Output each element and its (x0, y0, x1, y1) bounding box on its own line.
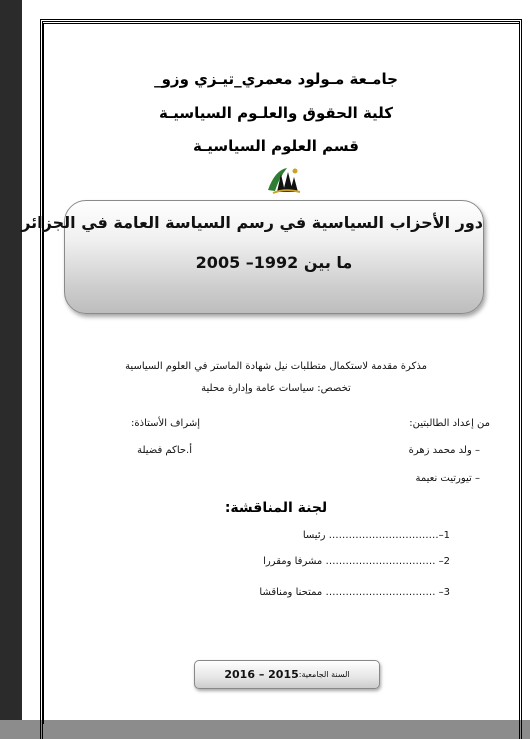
committee-dots: …………………………… (325, 556, 436, 567)
committee-number: 3– (438, 587, 450, 598)
student-name-2: – تيورتيت نعيمة (415, 473, 480, 484)
committee-role: مشرفا ومقررا (263, 556, 323, 567)
university-name: جامـعة مـولود معمري_تيـزي وزو_ (154, 70, 398, 88)
supervisor-name: أ.حاكم فضيلة (137, 445, 192, 456)
memo-description: مذكرة مقدمة لاستكمال متطلبات نيل شهادة الماستر في العلوم السياسية (125, 361, 427, 372)
committee-number: 2– (438, 556, 450, 567)
committee-dots: …………………………… (328, 530, 439, 541)
thesis-title-box (21, 200, 484, 314)
committee-role: ممتحنا ومناقشا (259, 587, 323, 598)
thesis-title-line1: دور الأحزاب السياسية في رسم السياسة العامة في الجزائر (21, 213, 483, 232)
window-left-edge (0, 0, 22, 720)
supervisor-label: إشراف الأستاذة: (131, 418, 200, 429)
committee-member-1 (303, 530, 450, 541)
document-page (22, 0, 530, 720)
committee-dots: …………………………… (325, 587, 436, 598)
student-name-1: – ولد محمد زهرة (408, 445, 480, 456)
students-label: من إعداد الطالبتين: (409, 418, 490, 429)
committee-number: 1– (438, 530, 450, 541)
committee-role: رئيسا (302, 530, 326, 541)
department-name: قسم العلوم السياسيـة (193, 137, 359, 155)
university-logo-icon (265, 164, 303, 196)
thesis-title-line2: ما بين 1992– 2005 (195, 253, 353, 272)
academic-year-box (194, 660, 380, 689)
committee-title: لجنة المناقشة: (224, 500, 328, 516)
faculty-name: كلية الحقوق والعلـوم السياسيـة (158, 104, 394, 122)
memo-specialization: تخصص: سياسات عامة وإدارة محلية (201, 383, 351, 394)
academic-year-value: 2015 – 2016 (224, 668, 299, 681)
page-border-inner (21, 23, 520, 724)
committee-member-2 (263, 556, 450, 567)
committee-member-3 (259, 587, 450, 598)
academic-year-label: السنة الجامعية: (298, 670, 350, 679)
